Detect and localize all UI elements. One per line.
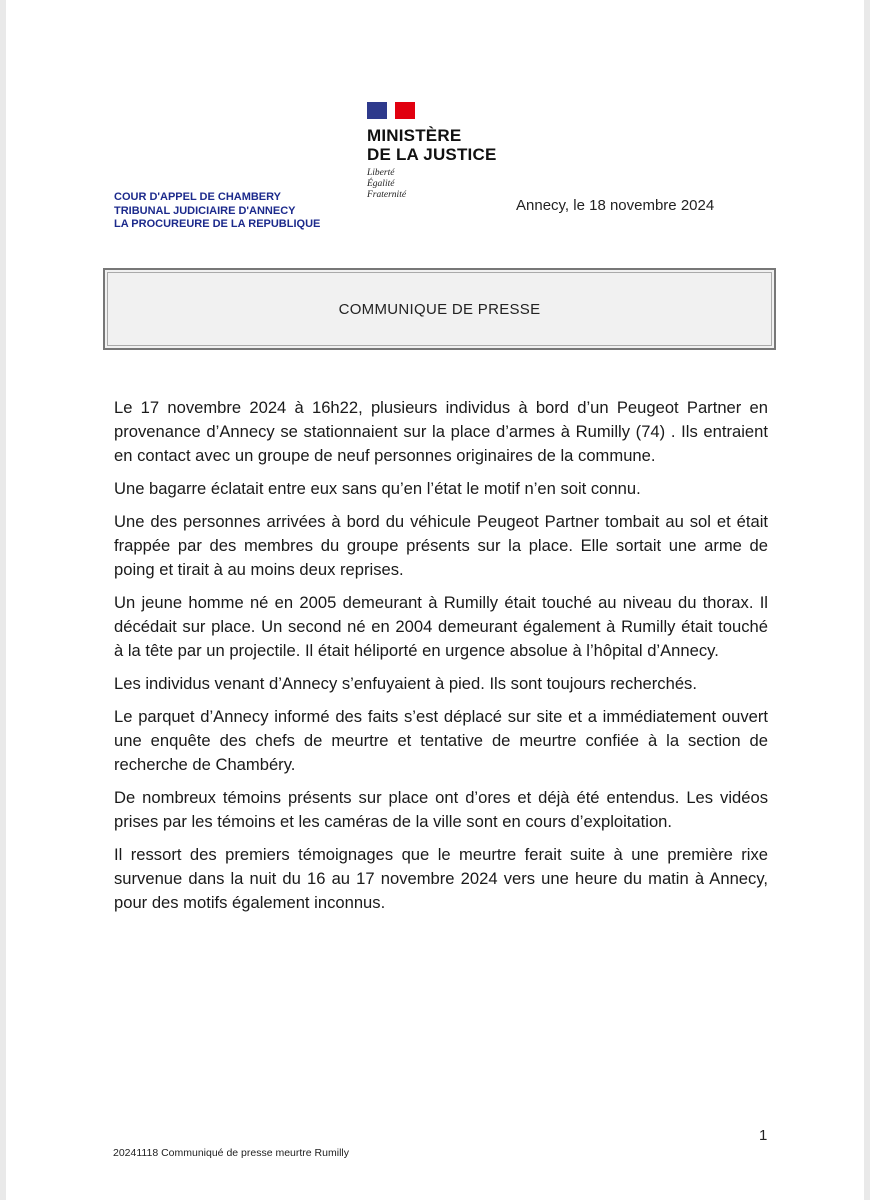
motto-egalite: Égalité bbox=[367, 179, 395, 189]
document-date: Annecy, le 18 novembre 2024 bbox=[516, 197, 715, 214]
motto-liberte: Liberté bbox=[367, 168, 395, 178]
logo-line-1: MINISTÈRE bbox=[367, 126, 462, 145]
court-line: COUR D'APPEL DE CHAMBERY bbox=[114, 191, 282, 203]
document-page bbox=[6, 0, 864, 1200]
court-line: TRIBUNAL JUDICIAIRE D'ANNECY bbox=[114, 204, 296, 217]
document-body bbox=[114, 396, 768, 924]
court-line: LA PROCUREURE DE LA REPUBLIQUE bbox=[114, 218, 321, 230]
paragraph: Le parquet d’Annecy informé des faits s’est déplacé sur site et a immédiatement ouvert une enquête des chefs de meurtre et tentative de meurtre confiée à la section de recherche de Chambéry. bbox=[114, 707, 768, 774]
paragraph: De nombreux témoins présents sur place ont d’ores et déjà été entendus. Les vidéos prises par les témoins et les caméras de la ville sont en cours d’exploitation. bbox=[114, 788, 768, 831]
paragraph: Il ressort des premiers témoignages que le meurtre ferait suite à une première rixe survenue dans la nuit du 16 au 17 novembre 2024 vers une heure du matin à Annecy, pour des motifs également inconnus. bbox=[114, 845, 768, 912]
court-header bbox=[114, 191, 320, 232]
document-title: COMMUNIQUE DE PRESSE bbox=[338, 300, 541, 318]
footer-filename: 20241118 Communiqué de presse meurtre Rumilly bbox=[113, 1147, 349, 1159]
ministry-logo bbox=[367, 102, 497, 201]
paragraph: Une bagarre éclatait entre eux sans qu’en l’état le motif n’en soit connu. bbox=[114, 479, 641, 498]
paragraph: Un jeune homme né en 2005 demeurant à Rumilly était touché au niveau du thorax. Il décédait sur place. Un second né en 2004 demeurant également à Rumilly était touché à la tête par un projectile. Il était héliporté en urgence absolue à l’hôpital d’Annecy. bbox=[114, 593, 768, 660]
motto-fraternite: Fraternité bbox=[367, 190, 407, 200]
page-number: 1 bbox=[759, 1127, 768, 1144]
logo-line-2: DE LA JUSTICE bbox=[367, 145, 497, 164]
title-box bbox=[103, 268, 776, 350]
paragraph: Une des personnes arrivées à bord du véhicule Peugeot Partner tombait au sol et était frappée par des membres du groupe présents sur la place. Elle sortait une arme de poing et tirait à au moins deux reprises. bbox=[114, 512, 768, 579]
paragraph: Les individus venant d’Annecy s’enfuyaient à pied. Ils sont toujours recherchés. bbox=[114, 674, 697, 693]
paragraph: Le 17 novembre 2024 à 16h22, plusieurs individus à bord d’un Peugeot Partner en provenance d’Annecy se stationnaient sur la place d’armes à Rumilly (74) . Ils entraient en contact avec un groupe de neuf personnes originaires de la commune. bbox=[114, 398, 768, 465]
marianne-flag-icon bbox=[367, 102, 415, 119]
